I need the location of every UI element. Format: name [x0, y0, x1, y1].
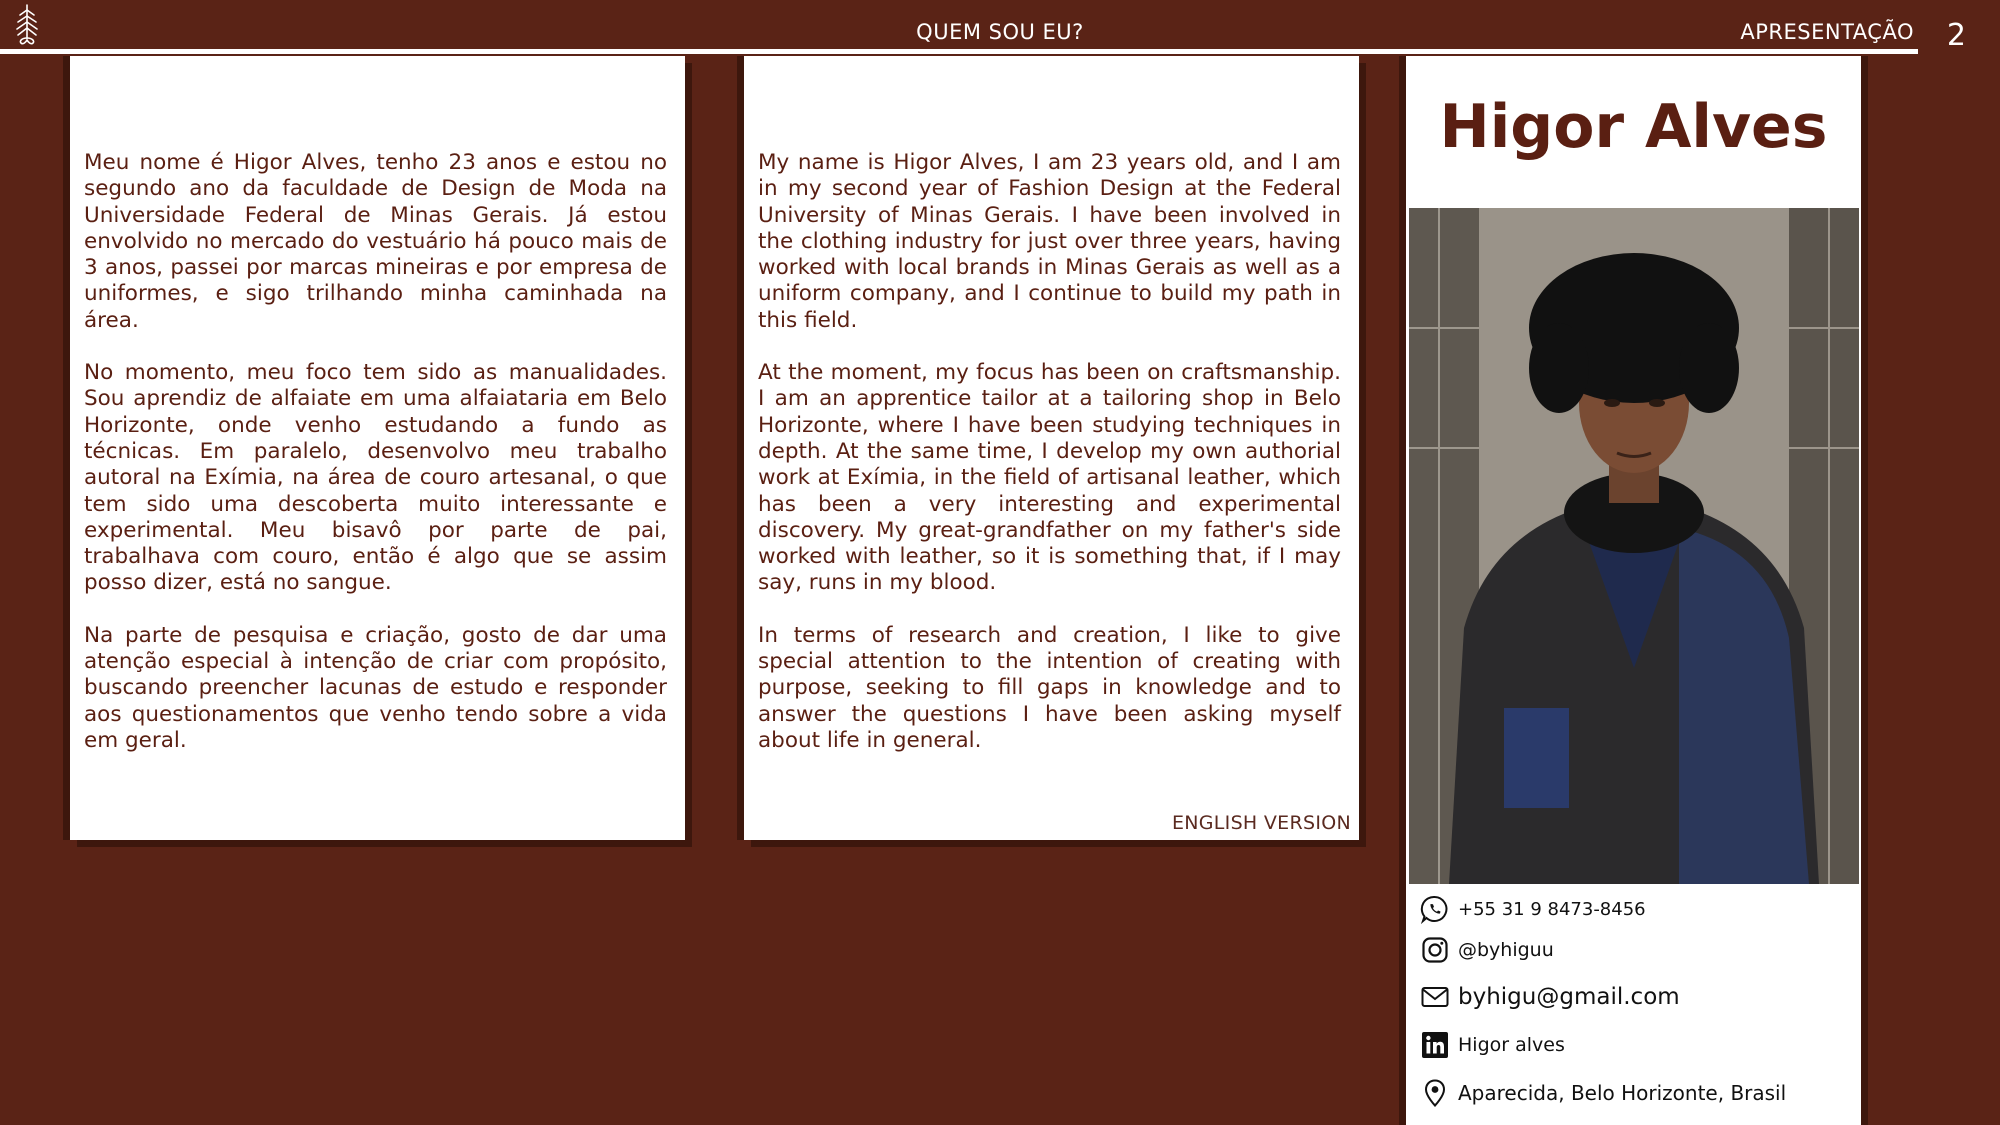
- phone-text: +55 31 9 8473-8456: [1458, 898, 1646, 920]
- pt-paragraph-2: No momento, meu foco tem sido as manualidades. Sou aprendiz de alfaiate em uma alfaiataria em Belo Horizonte, onde venho estudando a fundo as técnicas. Em paralelo, desenvolvo meu trabalho autoral na Exímia, na área de couro artesanal, o que tem sido uma descoberta muito interessante e experimental. Meu bisavô por parte de pai, trabalhava com couro, então é algo que se assim posso dizer, está no sangue.: [84, 360, 667, 596]
- linkedin-text: Higor alves: [1458, 1034, 1565, 1056]
- whatsapp-icon: [1420, 894, 1450, 924]
- instagram-text: @byhiguu: [1458, 939, 1554, 961]
- email-text: byhigu@gmail.com: [1458, 984, 1680, 1010]
- portrait-illustration: [1409, 208, 1859, 884]
- contact-location[interactable]: [1420, 1078, 1786, 1108]
- contact-instagram[interactable]: [1420, 935, 1554, 965]
- linkedin-icon: [1420, 1030, 1450, 1060]
- instagram-icon: [1420, 935, 1450, 965]
- profile-photo: [1409, 208, 1859, 884]
- mail-icon: [1420, 982, 1450, 1012]
- contact-linkedin[interactable]: [1420, 1030, 1565, 1060]
- profile-name: Higor Alves: [1439, 92, 1828, 162]
- section-label: APRESENTAÇÃO: [1740, 20, 1914, 44]
- pt-paragraph-1: Meu nome é Higor Alves, tenho 23 anos e estou no segundo ano da faculdade de Design de Moda na Universidade Federal de Minas Gerais. Já estou envolvido no mercado do vestuário há pouco mais de 3 anos, passei por marcas mineiras e por empresa de uniformes, e sigo trilhando minha caminhada na área.: [84, 150, 667, 333]
- header-divider: [0, 49, 1918, 54]
- english-text-card: [744, 56, 1359, 840]
- location-text: Aparecida, Belo Horizonte, Brasil: [1458, 1081, 1787, 1105]
- pt-paragraph-3: Na parte de pesquisa e criação, gosto de dar uma atenção especial à intenção de criar com propósito, buscando preencher lacunas de estudo e responder aos questionamentos que venho tendo sobre a vida em geral.: [84, 622, 667, 753]
- english-version-label: ENGLISH VERSION: [1171, 812, 1351, 834]
- contact-email[interactable]: [1420, 982, 1680, 1012]
- profile-panel: [1406, 56, 1861, 1125]
- en-paragraph-1: My name is Higor Alves, I am 23 years old, and I am in my second year of Fashion Design at the Federal University of Minas Gerais. I have been involved in the clothing industry for just over three years, having worked with local brands in Minas Gerais as well as a uniform company, and I continue to build my path in this field.: [758, 150, 1341, 333]
- contact-phone[interactable]: [1420, 894, 1646, 924]
- en-paragraph-3: In terms of research and creation, I like to give special attention to the intention of creating with purpose, seeking to fill gaps in knowledge and to answer the questions I have been asking myself about life in general.: [758, 622, 1341, 753]
- portuguese-text-card: [70, 56, 685, 840]
- page-number: 2: [1946, 18, 1966, 53]
- location-pin-icon: [1420, 1078, 1450, 1108]
- en-paragraph-2: At the moment, my focus has been on craftsmanship. I am an apprentice tailor at a tailoring shop in Belo Horizonte, where I have been studying techniques in depth. At the same time, I develop my own authorial work at Exímia, in the field of artisanal leather, which has been a very interesting and experimental discovery. My great-grandfather on my father's side worked with leather, so it is something that, if I may say, runs in my blood.: [758, 360, 1341, 596]
- page-title: QUEM SOU EU?: [916, 20, 1084, 44]
